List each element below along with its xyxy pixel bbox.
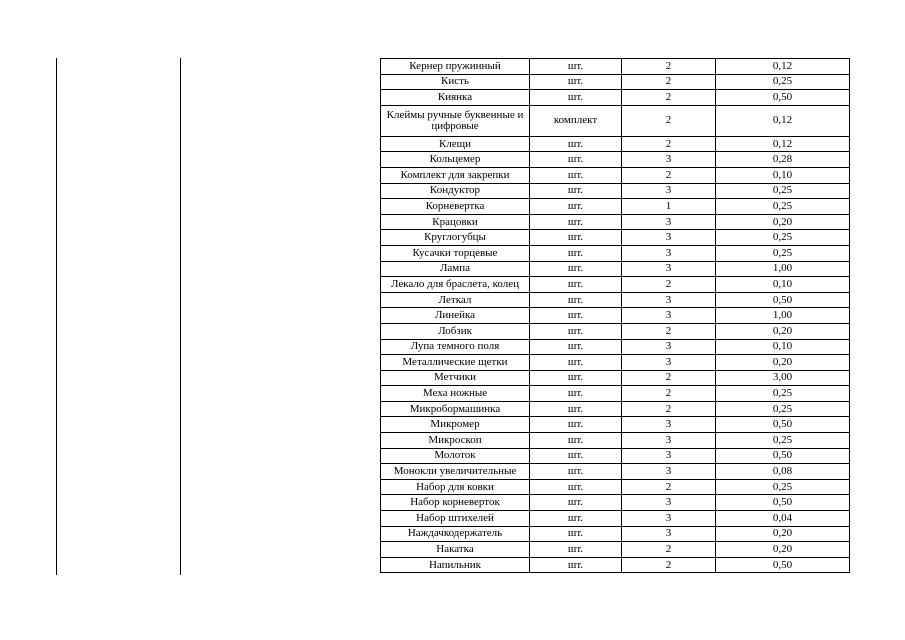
quantity-cell: 2: [622, 136, 716, 152]
unit-cell: шт.: [530, 339, 622, 355]
quantity-cell: 3: [622, 261, 716, 277]
column-separator-rule: [180, 58, 181, 575]
value-cell: 0,10: [716, 277, 850, 293]
quantity-cell: 3: [622, 355, 716, 371]
value-cell: 0,20: [716, 355, 850, 371]
value-cell: 0,50: [716, 448, 850, 464]
unit-cell: шт.: [530, 74, 622, 90]
table-row: [381, 323, 850, 339]
value-cell: 3,00: [716, 370, 850, 386]
value-cell: 1,00: [716, 261, 850, 277]
table-row: [381, 105, 850, 136]
value-cell: 0,28: [716, 152, 850, 168]
tool-name-cell: Кернер пружинный: [381, 59, 530, 75]
tool-name-cell: Корневертка: [381, 199, 530, 215]
unit-cell: шт.: [530, 183, 622, 199]
tool-name-cell: Линейка: [381, 308, 530, 324]
value-cell: 0,25: [716, 199, 850, 215]
table-row: [381, 495, 850, 511]
unit-cell: шт.: [530, 386, 622, 402]
tool-name-cell: Набор корневерток: [381, 495, 530, 511]
quantity-cell: 1: [622, 199, 716, 215]
left-margin-rule: [56, 58, 57, 575]
unit-cell: шт.: [530, 542, 622, 558]
quantity-cell: 3: [622, 152, 716, 168]
table-row: [381, 90, 850, 106]
tool-name-cell: Набор для ковки: [381, 479, 530, 495]
tool-name-cell: Кондуктор: [381, 183, 530, 199]
tool-name-cell: Круглогубцы: [381, 230, 530, 246]
table-row: [381, 292, 850, 308]
value-cell: 0,25: [716, 433, 850, 449]
tool-name-cell: Клещи: [381, 136, 530, 152]
unit-cell: шт.: [530, 323, 622, 339]
unit-cell: шт.: [530, 136, 622, 152]
quantity-cell: 3: [622, 245, 716, 261]
table-row: [381, 74, 850, 90]
quantity-cell: 2: [622, 479, 716, 495]
table-row: [381, 277, 850, 293]
value-cell: 0,50: [716, 292, 850, 308]
table-row: [381, 511, 850, 527]
value-cell: 0,25: [716, 479, 850, 495]
value-cell: 0,04: [716, 511, 850, 527]
tool-name-cell: Напильник: [381, 557, 530, 573]
unit-cell: шт.: [530, 308, 622, 324]
tool-name-cell: Меха ножные: [381, 386, 530, 402]
unit-cell: шт.: [530, 433, 622, 449]
unit-cell: шт.: [530, 370, 622, 386]
table-row: [381, 542, 850, 558]
unit-cell: шт.: [530, 152, 622, 168]
quantity-cell: 2: [622, 167, 716, 183]
tool-name-cell: Лекало для браслета, колец: [381, 277, 530, 293]
unit-cell: шт.: [530, 417, 622, 433]
unit-cell: комплект: [530, 105, 622, 136]
table-row: [381, 526, 850, 542]
value-cell: 0,12: [716, 59, 850, 75]
unit-cell: шт.: [530, 277, 622, 293]
tool-name-cell: Кисть: [381, 74, 530, 90]
value-cell: 0,20: [716, 526, 850, 542]
quantity-cell: 3: [622, 292, 716, 308]
value-cell: 0,20: [716, 214, 850, 230]
table-row: [381, 230, 850, 246]
tool-name-cell: Набор штихелей: [381, 511, 530, 527]
unit-cell: шт.: [530, 292, 622, 308]
unit-cell: шт.: [530, 59, 622, 75]
quantity-cell: 2: [622, 323, 716, 339]
table-row: [381, 167, 850, 183]
unit-cell: шт.: [530, 401, 622, 417]
quantity-cell: 3: [622, 214, 716, 230]
tool-name-cell: Наждачкодержатель: [381, 526, 530, 542]
unit-cell: шт.: [530, 90, 622, 106]
tool-name-cell: Микробормашинка: [381, 401, 530, 417]
quantity-cell: 2: [622, 542, 716, 558]
value-cell: 0,50: [716, 557, 850, 573]
tools-table-body: [381, 59, 850, 573]
quantity-cell: 3: [622, 526, 716, 542]
tools-table: [380, 58, 850, 573]
quantity-cell: 3: [622, 433, 716, 449]
table-row: [381, 448, 850, 464]
value-cell: 0,20: [716, 323, 850, 339]
table-row: [381, 183, 850, 199]
quantity-cell: 2: [622, 105, 716, 136]
unit-cell: шт.: [530, 199, 622, 215]
quantity-cell: 3: [622, 339, 716, 355]
tool-name-cell: Микромер: [381, 417, 530, 433]
tool-name-cell: Леткал: [381, 292, 530, 308]
value-cell: 0,25: [716, 245, 850, 261]
quantity-cell: 2: [622, 90, 716, 106]
table-row: [381, 401, 850, 417]
tool-name-cell: Металлические щетки: [381, 355, 530, 371]
table-row: [381, 355, 850, 371]
value-cell: 0,50: [716, 90, 850, 106]
quantity-cell: 2: [622, 370, 716, 386]
value-cell: 0,08: [716, 464, 850, 480]
quantity-cell: 3: [622, 495, 716, 511]
table-row: [381, 308, 850, 324]
tool-name-cell: Клеймы ручные буквенные и цифровые: [381, 105, 530, 136]
quantity-cell: 3: [622, 448, 716, 464]
quantity-cell: 3: [622, 230, 716, 246]
quantity-cell: 2: [622, 386, 716, 402]
quantity-cell: 2: [622, 557, 716, 573]
table-row: [381, 152, 850, 168]
table-row: [381, 136, 850, 152]
table-row: [381, 214, 850, 230]
unit-cell: шт.: [530, 448, 622, 464]
table-row: [381, 386, 850, 402]
unit-cell: шт.: [530, 230, 622, 246]
value-cell: 0,25: [716, 401, 850, 417]
tool-name-cell: Лупа темного поля: [381, 339, 530, 355]
quantity-cell: 3: [622, 464, 716, 480]
quantity-cell: 3: [622, 183, 716, 199]
unit-cell: шт.: [530, 464, 622, 480]
tool-name-cell: Кольцемер: [381, 152, 530, 168]
table-row: [381, 417, 850, 433]
tool-name-cell: Киянка: [381, 90, 530, 106]
quantity-cell: 2: [622, 401, 716, 417]
tool-name-cell: Лобзик: [381, 323, 530, 339]
unit-cell: шт.: [530, 495, 622, 511]
tool-name-cell: Микроскоп: [381, 433, 530, 449]
value-cell: 0,50: [716, 495, 850, 511]
tool-name-cell: Накатка: [381, 542, 530, 558]
value-cell: 0,10: [716, 339, 850, 355]
value-cell: 0,10: [716, 167, 850, 183]
tool-name-cell: Молоток: [381, 448, 530, 464]
table-row: [381, 464, 850, 480]
unit-cell: шт.: [530, 557, 622, 573]
table-row: [381, 199, 850, 215]
unit-cell: шт.: [530, 214, 622, 230]
tool-name-cell: Комплект для закрепки: [381, 167, 530, 183]
table-row: [381, 261, 850, 277]
quantity-cell: 3: [622, 511, 716, 527]
unit-cell: шт.: [530, 261, 622, 277]
value-cell: 0,12: [716, 136, 850, 152]
table-row: [381, 433, 850, 449]
table-row: [381, 245, 850, 261]
value-cell: 0,12: [716, 105, 850, 136]
value-cell: 0,25: [716, 230, 850, 246]
tool-name-cell: Кусачки торцевые: [381, 245, 530, 261]
table-row: [381, 339, 850, 355]
value-cell: 1,00: [716, 308, 850, 324]
quantity-cell: 2: [622, 74, 716, 90]
table-row: [381, 59, 850, 75]
tool-name-cell: Метчики: [381, 370, 530, 386]
unit-cell: шт.: [530, 355, 622, 371]
unit-cell: шт.: [530, 479, 622, 495]
quantity-cell: 2: [622, 277, 716, 293]
quantity-cell: 2: [622, 59, 716, 75]
value-cell: 0,25: [716, 183, 850, 199]
tool-name-cell: Монокли увеличительные: [381, 464, 530, 480]
unit-cell: шт.: [530, 526, 622, 542]
table-row: [381, 557, 850, 573]
unit-cell: шт.: [530, 511, 622, 527]
quantity-cell: 3: [622, 308, 716, 324]
value-cell: 0,25: [716, 386, 850, 402]
value-cell: 0,20: [716, 542, 850, 558]
tool-name-cell: Лампа: [381, 261, 530, 277]
tool-name-cell: Крацовки: [381, 214, 530, 230]
table-row: [381, 479, 850, 495]
quantity-cell: 3: [622, 417, 716, 433]
unit-cell: шт.: [530, 167, 622, 183]
value-cell: 0,25: [716, 74, 850, 90]
value-cell: 0,50: [716, 417, 850, 433]
unit-cell: шт.: [530, 245, 622, 261]
table-row: [381, 370, 850, 386]
